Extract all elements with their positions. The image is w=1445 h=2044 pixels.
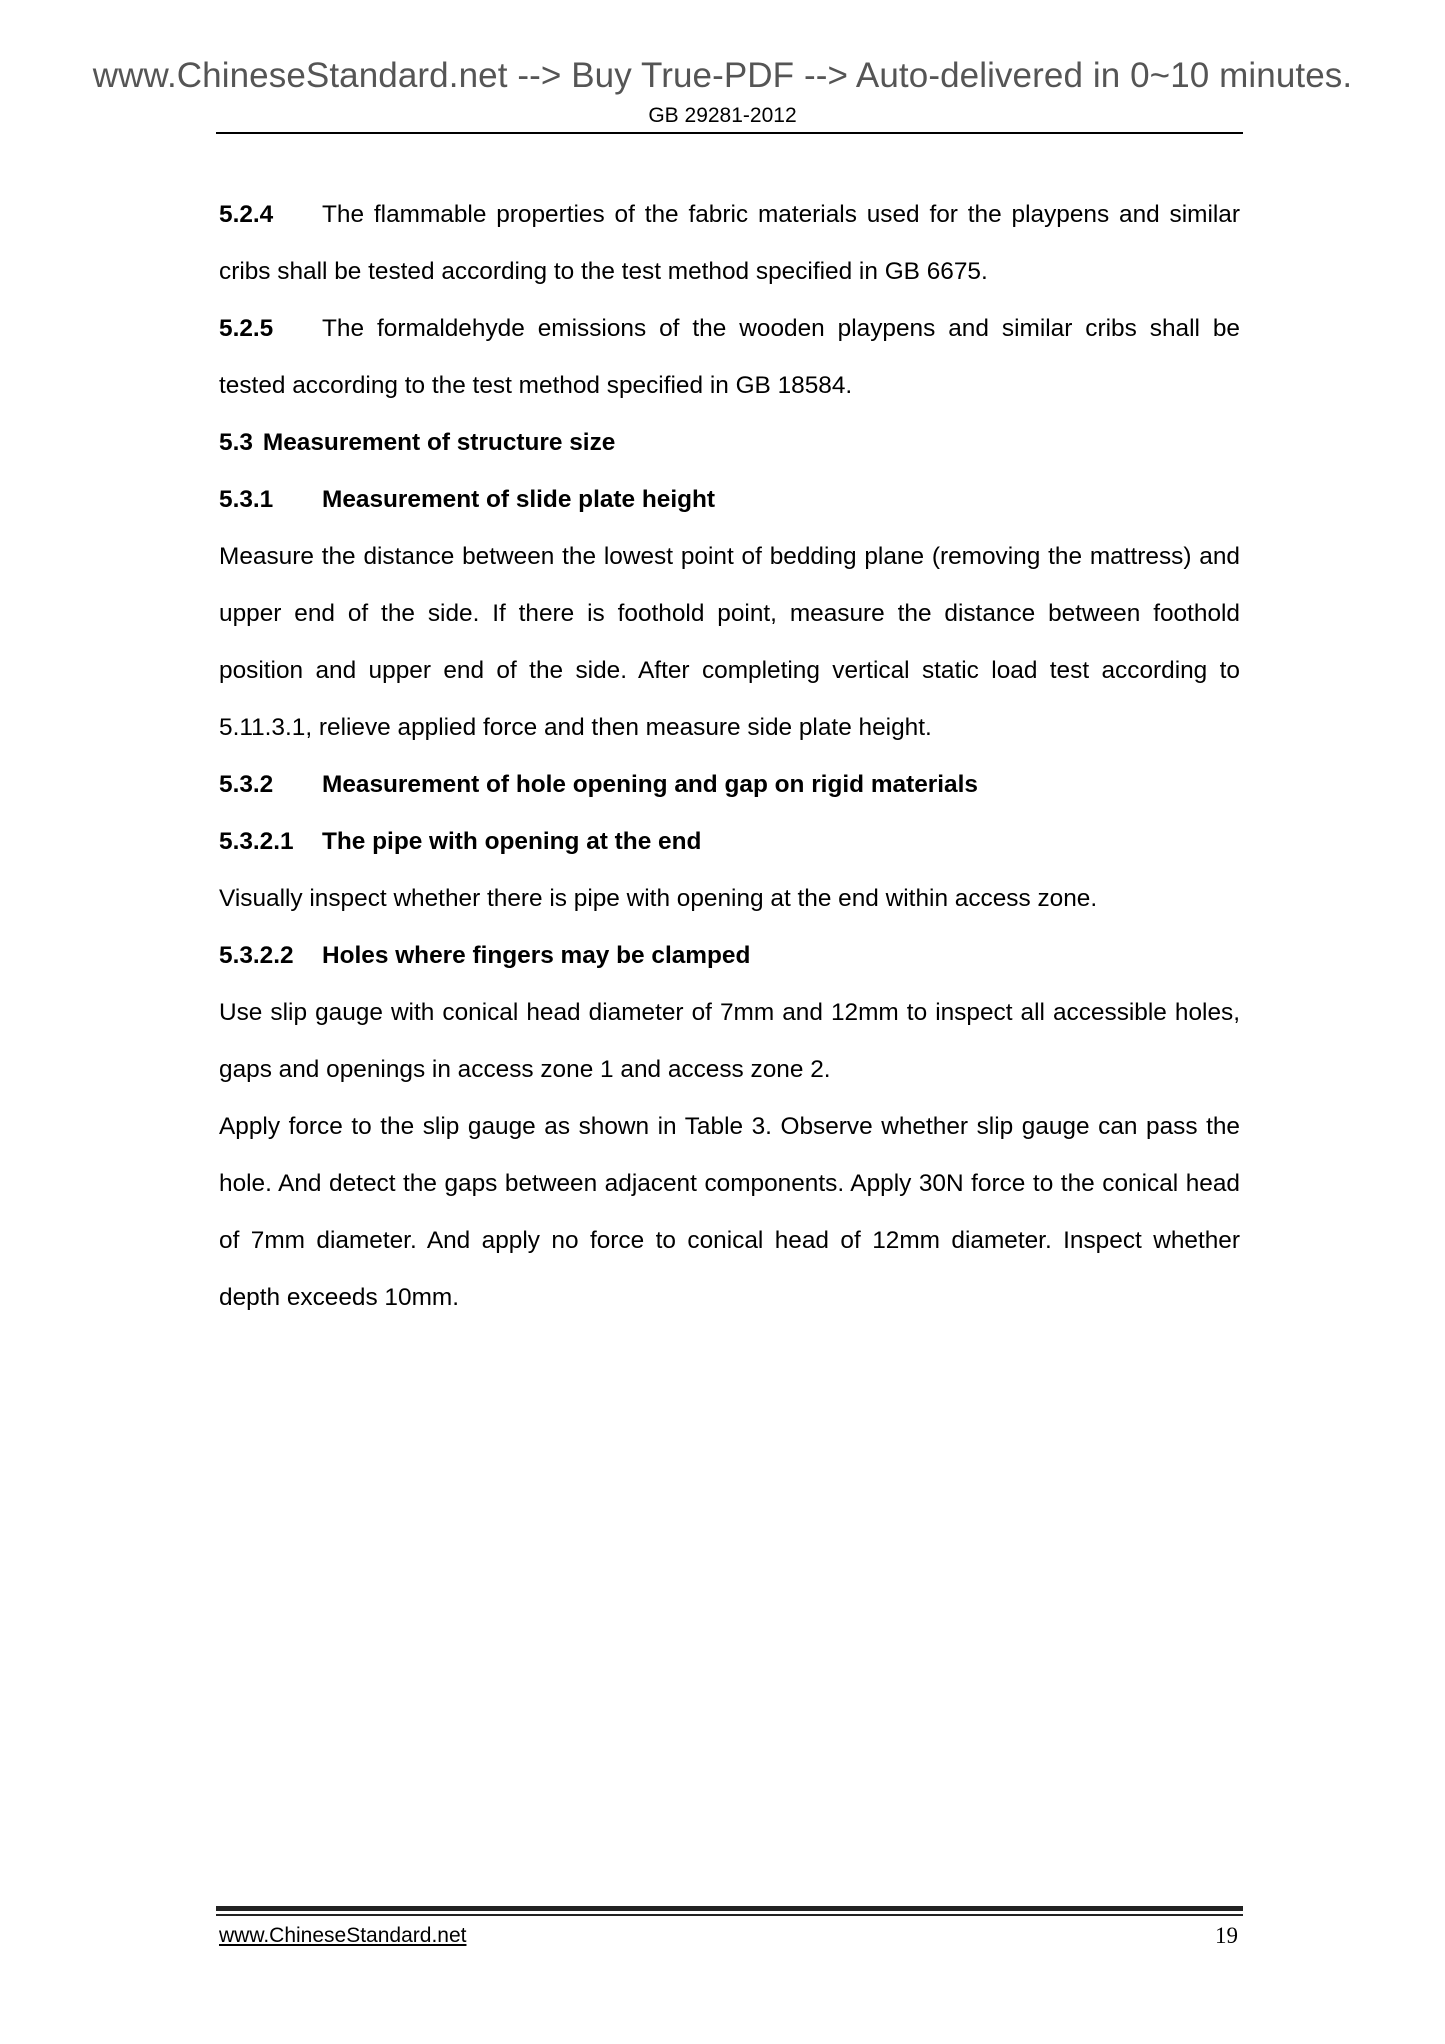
clause-5-3-2-1-text: Visually inspect whether there is pipe with opening at the end within access zone. <box>219 885 1098 912</box>
footer-website-link[interactable]: www.ChineseStandard.net <box>219 1924 467 1947</box>
section-title: Holes where fingers may be clamped <box>322 942 751 969</box>
clause-number: 5.2.4 <box>219 201 274 228</box>
section-number: 5.3.2.2 <box>219 942 294 969</box>
site-banner: www.ChineseStandard.net --> Buy True-PDF --> Auto-delivered in 0~10 minutes. <box>92 56 1353 95</box>
clause-text: The formaldehyde emissions of the wooden playpens and similar cribs shall be tested according to the test method specified in GB 18584. <box>219 315 1240 399</box>
section-title: The pipe with opening at the end <box>322 828 702 855</box>
section-heading-5-3-2-2 <box>219 927 1240 984</box>
clause-5-3-1-text: Measure the distance between the lowest point of bedding plane (removing the mattress) and upper end of the side. If there is foothold point, measure the distance between foothold position and upper end of the side. After completing vertical static load test according to 5.11.3.1, relieve applied force and then measure side plate height. <box>219 543 1240 741</box>
section-number: 5.3.2 <box>219 771 274 798</box>
clause-5-2-4 <box>219 186 1240 300</box>
section-heading-5-3-2-1 <box>219 813 1240 870</box>
section-title: Measurement of structure size <box>262 429 616 456</box>
section-heading-5-3-2 <box>219 756 1240 813</box>
clause-5-3-2-2-text-2: Apply force to the slip gauge as shown in Table 3. Observe whether slip gauge can pass the hole. And detect the gaps between adjacent components. Apply 30N force to the conical head of 7mm diameter. And apply no force to conical head of 12mm diameter. Inspect whether depth exceeds 10mm. <box>219 1113 1240 1311</box>
clause-5-2-5 <box>219 300 1240 414</box>
header-divider <box>216 132 1243 134</box>
footer-divider-thin <box>216 1914 1243 1916</box>
standard-code: GB 29281-2012 <box>648 104 797 127</box>
clause-number: 5.2.5 <box>219 315 274 342</box>
document-body <box>219 186 1240 1326</box>
clause-5-3-2-2-text-1: Use slip gauge with conical head diameter of 7mm and 12mm to inspect all accessible holes, gaps and openings in access zone 1 and access zone 2. <box>219 999 1240 1083</box>
section-heading-5-3 <box>219 414 1240 471</box>
footer-divider-thick <box>216 1906 1243 1911</box>
section-title: Measurement of hole opening and gap on rigid materials <box>322 771 978 798</box>
section-heading-5-3-1 <box>219 471 1240 528</box>
clause-text: The flammable properties of the fabric materials used for the playpens and similar cribs shall be tested according to the test method specified in GB 6675. <box>219 201 1240 285</box>
page-number: 19 <box>1215 1923 1238 1948</box>
section-title: Measurement of slide plate height <box>322 486 716 513</box>
section-number: 5.3.2.1 <box>219 828 294 855</box>
section-number: 5.3.1 <box>219 486 274 513</box>
section-number: 5.3 <box>219 429 253 456</box>
